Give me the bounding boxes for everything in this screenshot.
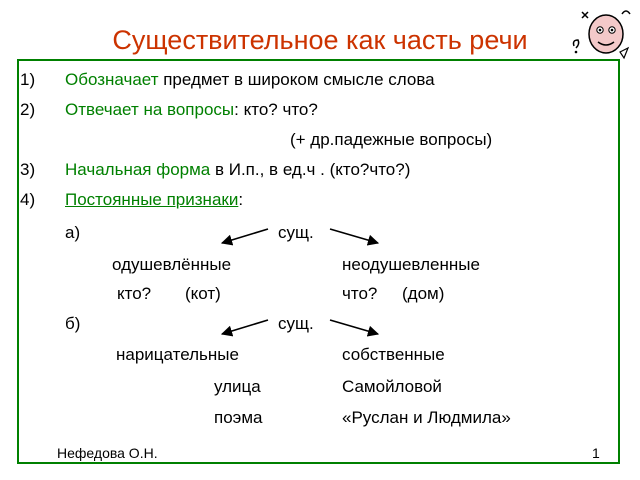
group-a-left-question: кто? xyxy=(117,284,152,303)
footer-author: Нефедова О.Н. xyxy=(57,445,158,461)
item-4-number: 4) xyxy=(20,190,36,209)
slide-title: Существительное как часть речи xyxy=(112,25,528,55)
group-b-right-label: собственные xyxy=(342,345,445,364)
group-b-example-left-1: улица xyxy=(214,377,261,396)
group-b-example-left-2: поэма xyxy=(214,408,263,427)
item-4-text: Постоянные признаки: xyxy=(65,190,244,209)
group-a-left-example: (кот) xyxy=(185,284,221,303)
group-b-example-right-2: «Руслан и Людмила» xyxy=(342,408,511,427)
item-1-text: Обозначает предмет в широком смысле слова xyxy=(65,70,435,89)
group-a-root: сущ. xyxy=(278,223,314,242)
group-a-right-question: что? xyxy=(342,284,378,303)
item-3-number: 3) xyxy=(20,160,36,179)
group-b-letter: б) xyxy=(65,314,81,333)
item-3-text: Начальная форма в И.п., в ед.ч . (кто?что?) xyxy=(65,160,411,179)
group-a-letter: а) xyxy=(65,223,81,242)
footer-page-number: 1 xyxy=(592,445,600,461)
item-2-text: Отвечает на вопросы: кто? что? xyxy=(65,100,318,119)
group-b-left-label: нарицательные xyxy=(116,345,239,364)
group-b-example-right-1: Самойловой xyxy=(342,377,442,396)
group-a-right-example: (дом) xyxy=(402,284,445,303)
item-1-number: 1) xyxy=(20,70,36,89)
group-b-root: сущ. xyxy=(278,314,314,333)
mascot-clipart-icon xyxy=(566,6,634,60)
item-2-number: 2) xyxy=(20,100,36,119)
group-a-left-label: одушевлённые xyxy=(112,255,232,274)
group-a-right-label: неодушевленные xyxy=(342,255,480,274)
item-2-extra: (+ др.падежные вопросы) xyxy=(290,130,493,149)
